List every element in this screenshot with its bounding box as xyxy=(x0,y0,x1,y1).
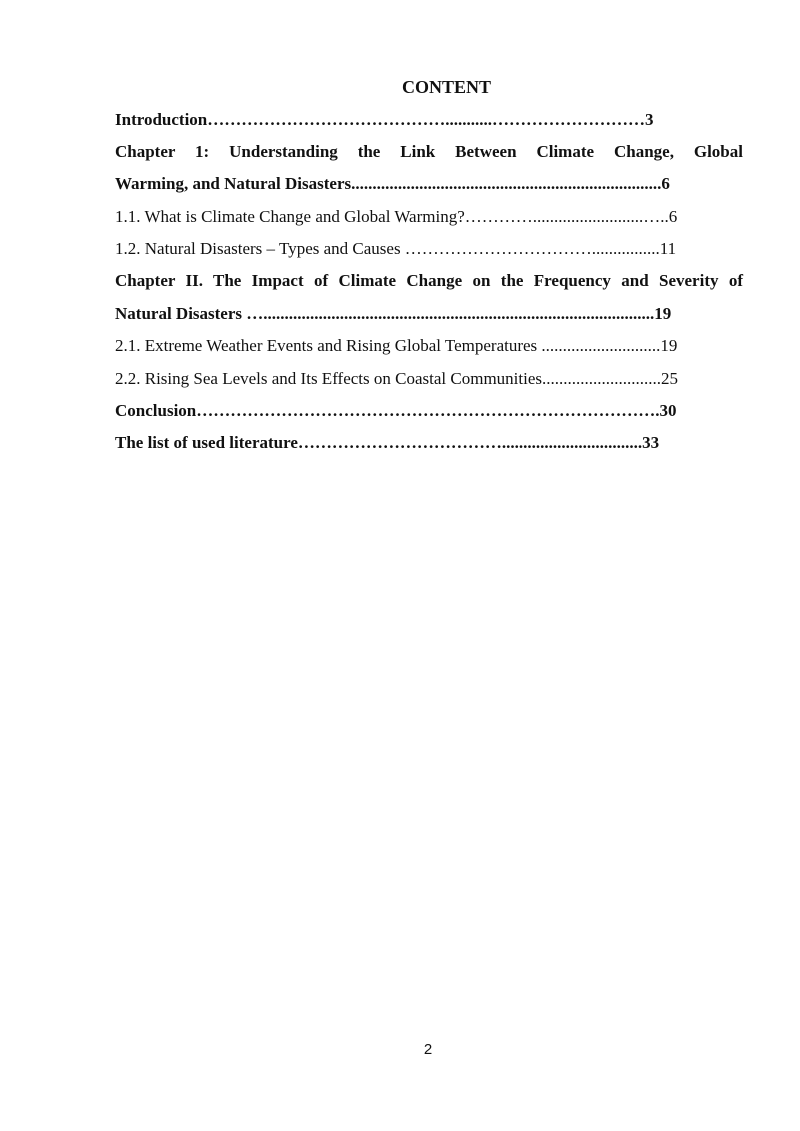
toc-entry-introduction: Introduction……………………………………...........………………………3 xyxy=(115,110,654,129)
toc-entry-2-2: 2.2. Rising Sea Levels and Its Effects on Coastal Communities............................25 xyxy=(115,369,678,388)
toc-entry-2-1: 2.1. Extreme Weather Events and Rising Global Temperatures ............................19 xyxy=(115,336,678,355)
toc-entry-chapter-2-line-1: Chapter II. The Impact of Climate Change on the Frequency and Severity of xyxy=(115,271,743,290)
toc-entry-1-1: 1.1. What is Climate Change and Global Warming?…………..........................…..6 xyxy=(115,207,678,226)
toc-entry-chapter-1-line-2: Warming, and Natural Disasters.........................................................................6 xyxy=(115,174,670,193)
toc-entry-chapter-1-line-1: Chapter 1: Understanding the Link Between Climate Change, Global xyxy=(115,142,743,161)
toc-entry-chapter-2-line-2: Natural Disasters …............................................................................................19 xyxy=(115,304,672,323)
page-number: 2 xyxy=(423,1041,433,1058)
toc-entry-literature: The list of used literature……………………………….................................33 xyxy=(115,433,660,452)
page-title: CONTENT xyxy=(401,77,491,97)
toc-entry-conclusion: Conclusion……………………………………………………………………….30 xyxy=(115,401,677,420)
toc-entry-1-2: 1.2. Natural Disasters – Types and Causes ……………………………................11 xyxy=(115,239,677,258)
